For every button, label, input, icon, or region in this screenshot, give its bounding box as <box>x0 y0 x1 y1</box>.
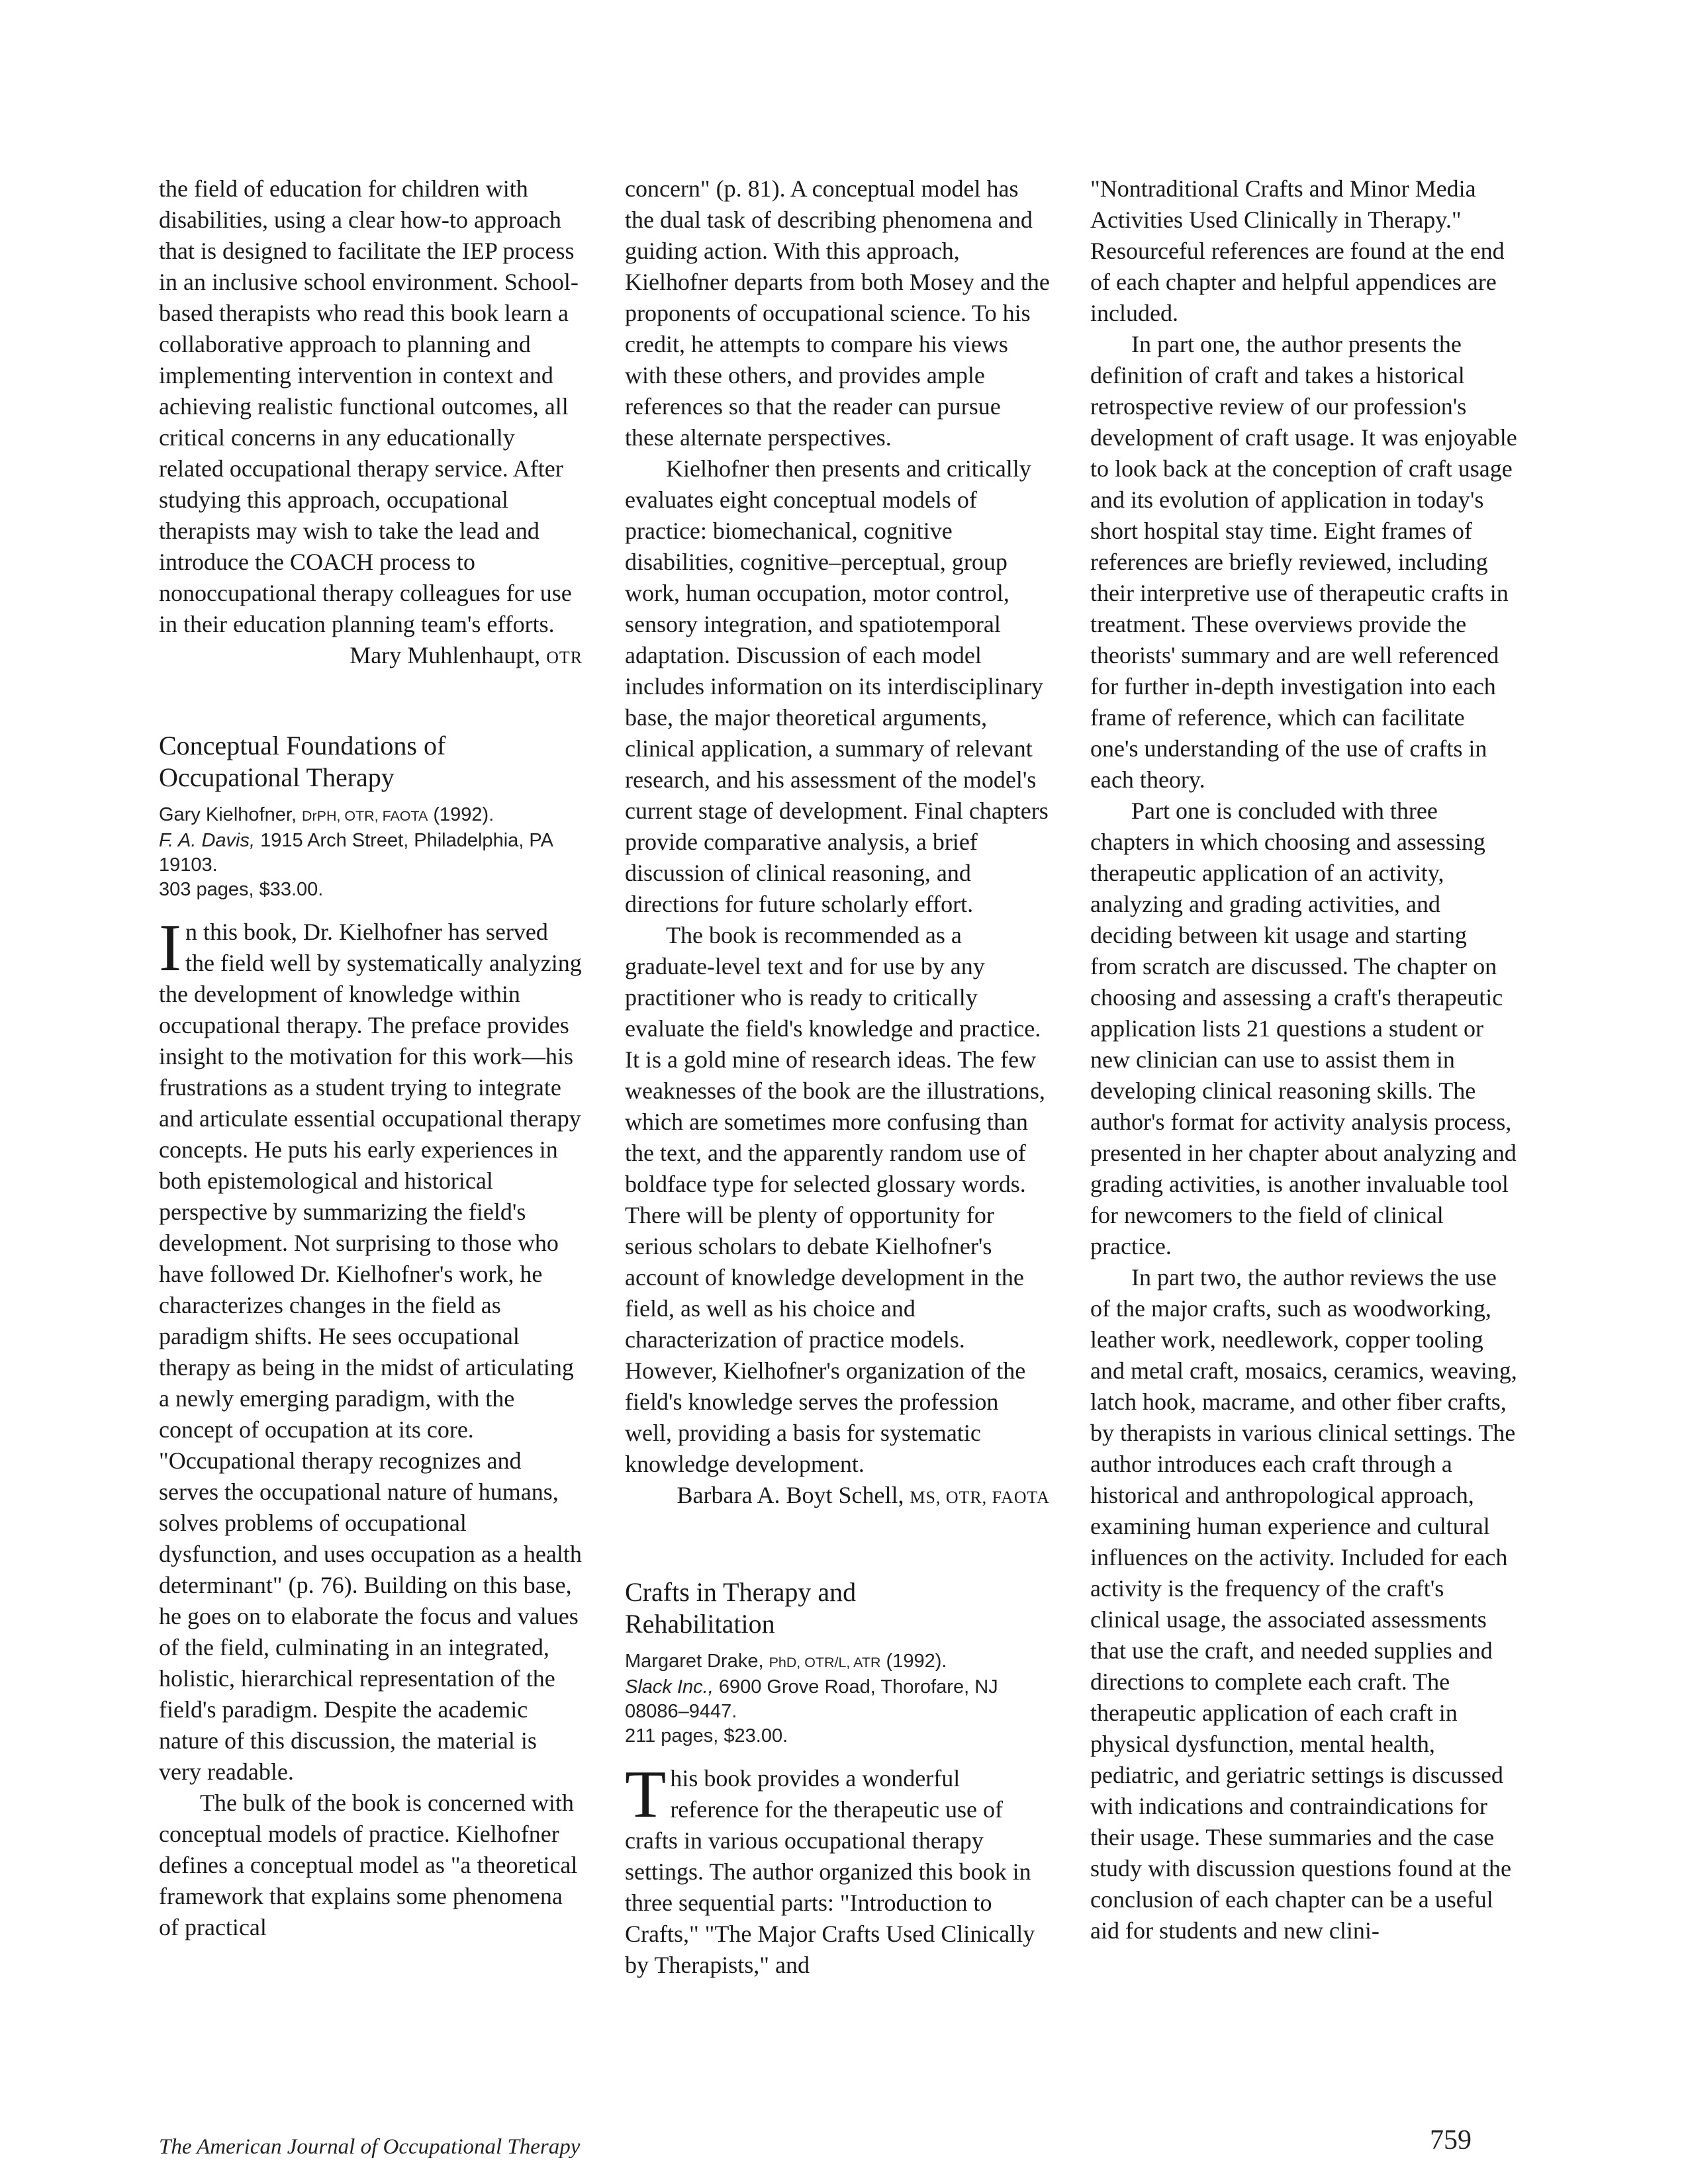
intro-paragraph: the field of education for children with disabilities, using a clear how-to approach that is designed to facilitate the IEP process in an inclusive school environment. School-based therapists who read this book learn a collaborative approach to planning and implementing intervention in context and achieving realistic functional outcomes, all critical concerns in any educationally related occupational therapy service. After studying this approach, occupational therapists may wish to take the lead and introduce the COACH process to nonoccupational therapy colleagues for use in their education planning team's efforts. <box>159 175 579 637</box>
page-number: 759 <box>1430 2125 1472 2156</box>
book-year: (1992). <box>886 1651 947 1672</box>
column-2 <box>625 173 1050 2040</box>
book-citation <box>625 1649 1050 1749</box>
drop-cap: T <box>625 1757 667 1832</box>
reviewer-credentials: MS, OTR, FAOTA <box>910 1488 1050 1507</box>
review-title-line1: Crafts in Therapy and <box>625 1577 857 1607</box>
journal-title: The American Journal of Occupational Therapy <box>159 2135 581 2159</box>
reviewer-signature <box>159 640 583 673</box>
column-1 <box>159 173 583 2040</box>
review-paragraph <box>625 1757 1050 1981</box>
book-pages-price: 211 pages, $23.00. <box>625 1725 788 1747</box>
reviewer-signature <box>625 1480 1050 1513</box>
review-paragraph: In part one, the author presents the definition of craft and takes a historical retrospective review of our profession's development of craft usage. It was enjoyable to look back at the conception of craft usage and its evolution of application in today's short hospital stay time. Eight frames of references are briefly reviewed, including their interpretive use of therapeutic crafts in treatment. These overviews provide the theorists' summary and are well referenced for further in-depth investigation into each frame of reference, which can facilitate one's understanding of the use of crafts in each theory. <box>1090 331 1517 793</box>
review-title-line2: Occupational Therapy <box>159 762 395 792</box>
book-pages-price: 303 pages, $33.00. <box>159 879 324 900</box>
review-paragraph: The bulk of the book is concerned with conceptual models of practice. Kielhofner defines a conceptual model as "a theoretical framework that explains some phenomena of practical <box>159 1790 578 1940</box>
book-publisher: F. A. Davis, <box>159 830 256 851</box>
review-paragraph: concern" (p. 81). A conceptual model has the dual task of describing phenomena and guiding action. With this approach, Kielhofner departs from both Mosey and the proponents of occupational science. To his credit, he attempts to compare his views with these others, and provides ample references so that the reader can pursue these alternate perspectives. <box>625 175 1050 451</box>
review-title <box>159 730 583 794</box>
book-author: Gary Kielhofner, <box>159 804 297 825</box>
review-paragraph <box>159 911 583 1788</box>
book-address: 6900 Grove Road, Thorofare, NJ 08086–9447. <box>625 1676 998 1722</box>
reviewer-credentials: OTR <box>546 648 583 667</box>
book-author: Margaret Drake, <box>625 1651 764 1672</box>
review-paragraph: Part one is concluded with three chapters in which choosing and assessing therapeutic application of an activity, analyzing and grading activities, and deciding between kit usage and starting from scratch are discussed. The chapter on choosing and assessing a craft's therapeutic application lists 21 questions a student or new clinician can use to assist them in developing clinical reasoning skills. The author's format for activity analysis process, presented in her chapter about analyzing and grading activities, is another invaluable tool for newcomers to the field of clinical practice. <box>1090 797 1517 1259</box>
review-title-line2: Rehabilitation <box>625 1609 775 1639</box>
book-author-credentials: DrPH, OTR, FAOTA <box>302 808 428 824</box>
book-year: (1992). <box>433 804 494 825</box>
review-title <box>625 1576 1050 1640</box>
book-citation <box>159 803 583 902</box>
review-paragraph: In part two, the author reviews the use of the major crafts, such as woodworking, leather work, needlework, copper tooling and metal craft, mosaics, ceramics, weaving, latch hook, macrame, and other fiber crafts, by therapists in various clinical settings. The author introduces each craft through a historical and anthropological approach, examining human experience and cultural influences on the activity. Included for each activity is the frequency of the craft's clinical usage, the associated assessments that use the craft, and needed supplies and directions to complete each craft. The therapeutic application of each craft in physical dysfunction, mental health, pediatric, and geriatric settings is discussed with indications and contraindications for their usage. These summaries and the case study with discussion questions found at the conclusion of each chapter can be a useful aid for students and new clini- <box>1090 1264 1517 1944</box>
column-3 <box>1090 173 1518 2040</box>
review-title-line1: Conceptual Foundations of <box>159 731 446 760</box>
review-paragraph: The book is recommended as a graduate-level text and for use by any practitioner who is ready to critically evaluate the field's knowledge and practice. It is a gold mine of research ideas. The few weaknesses of the book are the illustrations, which are sometimes more confusing than the text, and the apparently random use of boldface type for selected glossary words. There will be plenty of opportunity for serious scholars to debate Kielhofner's account of knowledge development in the field, as well as his choice and characterization of practice models. However, Kielhofner's organization of the field's knowledge serves the profession well, providing a basis for systematic knowledge development. <box>625 922 1045 1477</box>
review-paragraph: "Nontraditional Crafts and Minor Media Activities Used Clinically in Therapy." Resourceful references are found at the end of each chapter and helpful appendices are included. <box>1090 175 1505 326</box>
review-text: n this book, Dr. Kielhofner has served the field well by systematically analyzing the development of knowledge within occupational therapy. The preface provides insight to the motivation for this work—his frustrations as a student trying to integrate and articulate essential occupational therapy concepts. He puts his early experiences in both epistemological and historical perspective by summarizing the field's development. Not surprising to those who have followed Dr. Kielhofner's work, he characterizes changes in the field as paradigm shifts. He sees occupational therapy as being in the midst of articulating a newly emerging paradigm, with the concept of occupation at its core. "Occupational therapy recognizes and serves the occupational nature of humans, solves problems of occupational dysfunction, and uses occupation as a health determinant" (p. 76). Building on this base, he goes on to elaborate the focus and values of the field, culminating in an integrated, holistic, hierarchical representation of the field's paradigm. Despite the academic nature of this discussion, the material is very readable. <box>159 919 582 1785</box>
review-text: his book provides a wonderful reference for the therapeutic use of crafts in various occupational therapy settings. The author organized this book in three sequential parts: "Introduction to Crafts," "The Major Crafts Used Clinically by Therapists," and <box>625 1765 1035 1978</box>
book-author-credentials: PhD, OTR/L, ATR <box>769 1655 881 1670</box>
reviewer-name: Mary Muhlenhaupt, <box>350 642 541 668</box>
review-paragraph: Kielhofner then presents and critically evaluates eight conceptual models of practice: biomechanical, cognitive disabilities, cognitive–perceptual, group work, human occupation, motor control, sensory integration, and spatiotemporal adaptation. Discussion of each model includes information on its interdisciplinary base, the major theoretical arguments, clinical application, a summary of relevant research, and his assessment of the model's current stage of development. Final chapters provide comparative analysis, a brief discussion of clinical reasoning, and directions for future scholarly effort. <box>625 455 1049 917</box>
book-address: 1915 Arch Street, Philadelphia, PA 19103. <box>159 830 553 876</box>
drop-cap: I <box>159 911 181 985</box>
book-publisher: Slack Inc., <box>625 1676 714 1698</box>
reviewer-name: Barbara A. Boyt Schell, <box>677 1482 904 1508</box>
